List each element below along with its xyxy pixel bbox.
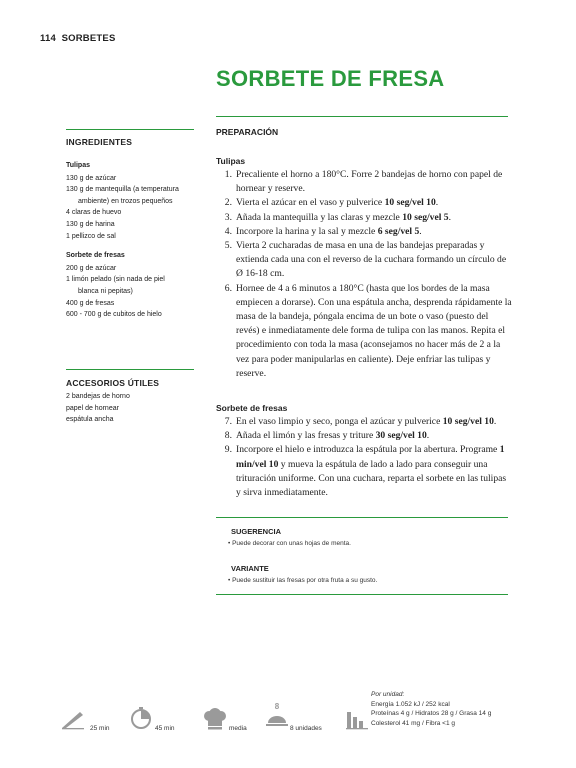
- nutrition-info: [371, 690, 521, 728]
- ingredient-item: 1 limón pelado (sin nada de piel: [66, 276, 165, 284]
- accessory-item: papel de hornear: [66, 404, 119, 412]
- ingredient-item: 130 g de harina: [66, 220, 115, 228]
- ingredients-rule: [66, 129, 194, 130]
- tip-text: • Puede decorar con unas hojas de menta.: [228, 540, 351, 547]
- total-time: 45 min: [155, 725, 175, 732]
- accessories-list: [66, 391, 206, 426]
- nutrition-line: Proteínas 4 g / Hidratos 28 g / Grasa 14 g: [371, 710, 492, 717]
- accessories-heading: ACCESORIOS ÚTILES: [66, 378, 160, 388]
- step: 5. Vierta 2 cucharadas de masa en una de las bandejas preparadas y extienda cada una con el reverso de la cuchara formando un círculo de Ø 16-18 cm.: [224, 240, 507, 280]
- running-header: [40, 33, 115, 44]
- ingredient-item: 130 g de mantequilla (a temperatura: [66, 186, 179, 194]
- tips-bottom-rule: [216, 594, 508, 595]
- step: 4. Incorpore la harina y la sal y mezcle 6 seg/vel 5.: [224, 225, 422, 237]
- ingredient-item: 600 - 700 g de cubitos de hielo: [66, 311, 162, 319]
- tip-heading: VARIANTE: [231, 564, 269, 573]
- servings-icon: [266, 702, 288, 730]
- ingredient-group-title: Tulipas: [66, 162, 90, 169]
- ingredient-item: 4 claras de huevo: [66, 209, 122, 217]
- accessory-item: 2 bandejas de horno: [66, 393, 130, 400]
- ingredient-item: blanca ni pepitas): [78, 287, 133, 295]
- servings-icon-number: 8: [274, 702, 280, 711]
- accessory-item: espátula ancha: [66, 416, 114, 424]
- nutrition-label: Por unidad:: [371, 691, 405, 698]
- ingredient-item: 1 pellizco de sal: [66, 232, 116, 240]
- prep-section-title: Sorbete de fresas: [216, 403, 288, 413]
- tips-top-rule: [216, 517, 508, 518]
- page-number: 114: [40, 33, 56, 44]
- section-name: SORBETES: [61, 33, 116, 44]
- ingredient-item: ambiente) en trozos pequeños: [78, 197, 173, 205]
- prep-section-title: Tulipas: [216, 156, 246, 166]
- steps-list-sorbete: [220, 415, 512, 500]
- nutrition-line: Energía 1.052 kJ / 252 kcal: [371, 700, 450, 708]
- step: 9. Incorpore el hielo e introduzca la espátula por la abertura. Programe 1 min/vel 10 y mueva la espátula de lado a lado para conseguir una trituración uniforme. Con una cuchara, reparta el sorbete en las tulipas y sirva inmediatamente.: [224, 444, 507, 499]
- nutrition-line: Colesterol 41 mg / Fibra <1 g: [371, 719, 455, 727]
- steps-list-tulipas: [220, 168, 512, 381]
- accessories-rule: [66, 369, 194, 370]
- timer-icon: [130, 706, 154, 730]
- knife-icon: [60, 706, 90, 730]
- ingredients-list: [66, 160, 206, 321]
- servings: 8 unidades: [290, 725, 322, 732]
- difficulty: media: [229, 725, 247, 732]
- chef-hat-icon: [202, 708, 228, 730]
- ingredients-heading: INGREDIENTES: [66, 137, 133, 147]
- ingredient-item: 400 g de fresas: [66, 299, 115, 307]
- recipe-title: SORBETE DE FRESA: [216, 66, 445, 91]
- step: 7. En el vaso limpio y seco, ponga el azúcar y pulverice 10 seg/vel 10.: [224, 416, 497, 427]
- nutrition-chart-icon: [346, 708, 368, 730]
- step: 8. Añada el limón y las fresas y triture 30 seg/vel 10.: [224, 430, 430, 442]
- step: 2. Vierta el azúcar en el vaso y pulverice 10 seg/vel 10.: [224, 197, 439, 209]
- step: 3. Añada la mantequilla y las claras y mezcle 10 seg/vel 5.: [224, 211, 451, 223]
- prep-time: 25 min: [90, 725, 110, 732]
- ingredient-group-title: Sorbete de fresas: [66, 252, 125, 260]
- step: 1. Precaliente el horno a 180°C. Forre 2 bandejas de horno con papel de hornear y reserve.: [224, 169, 503, 195]
- tip-text: • Puede sustituir las fresas por otra fruta a su gusto.: [228, 577, 378, 584]
- tip-heading: SUGERENCIA: [231, 527, 282, 536]
- preparation-heading: PREPARACIÓN: [216, 127, 279, 137]
- preparation-rule: [216, 116, 508, 117]
- ingredient-item: 130 g de azúcar: [66, 174, 117, 182]
- ingredient-item: 200 g de azúcar: [66, 264, 117, 272]
- step: 6. Hornee de 4 a 6 minutos a 180°C (hasta que los bordes de la masa empiecen a dorarse). Con una espátula ancha, desprenda rápidamente la masa de la bandeja, póngala encima de un bote o vaso (puesto del revés) e inmediatamente dele forma de tulipa con las manos. Repita el procedimiento con toda la masa (aconsejamos no hacer más de 2 a la vez para poder manipularlas en caliente). Deje enfriar las tulipas y reserve.: [224, 282, 512, 379]
